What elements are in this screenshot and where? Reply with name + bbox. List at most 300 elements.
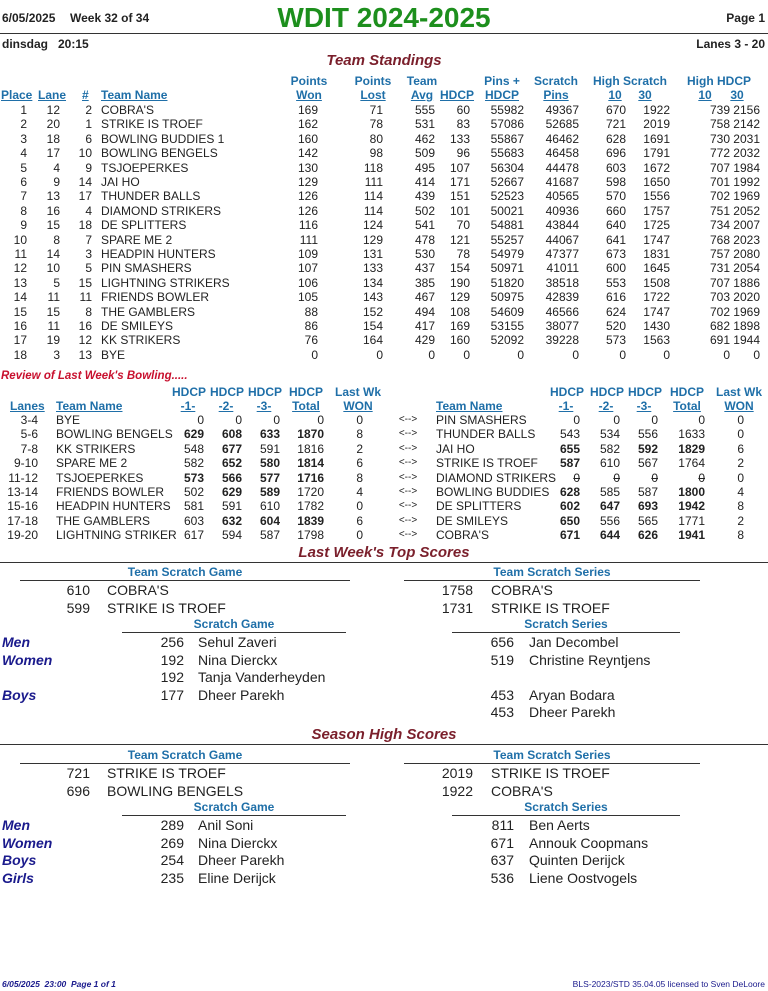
team-game-score: 696 (66, 782, 90, 799)
review-lanes: 15-16 (7, 499, 38, 514)
review-score-left: 632 (221, 513, 242, 528)
standings-cell: 50971 (490, 261, 524, 276)
category-label: Men (2, 817, 30, 833)
standings-cell: 494 (414, 304, 435, 319)
team-name: STRIKE IS TROEF (101, 117, 203, 132)
col-scratch-pins-1: Scratch (533, 74, 579, 88)
standings-cell: 757 (709, 247, 730, 261)
standings-cell: 133 (362, 261, 383, 276)
review-team-right: BOWLING BUDDIES (436, 485, 550, 499)
review-score-right: 2 (737, 513, 744, 528)
team-name: BOWLING BENGELS (101, 146, 218, 161)
review-col-total: Total (673, 399, 701, 413)
review-col-game: -3- (636, 399, 652, 413)
col-pins-hdcp-1: Pins + (484, 74, 520, 88)
review-col-hdcp: HDCP (288, 385, 323, 399)
standings-cell: 190 (449, 275, 470, 290)
standings-cell: 772 (709, 146, 730, 161)
standings-cell: 46566 (545, 304, 579, 319)
standings-cell: 54979 (490, 247, 524, 261)
standings-cell: 5 (20, 160, 27, 175)
standings-cell: 691 (709, 333, 730, 348)
review-score-left: 1816 (297, 441, 324, 456)
review-col-lanes: Lanes (10, 399, 45, 413)
review-team-right: DE SMILEYS (436, 513, 509, 528)
review-score-right: 0 (573, 413, 580, 427)
standings-cell: 118 (363, 160, 383, 175)
review-score-left: 629 (221, 485, 242, 499)
standings-cell: 624 (605, 304, 626, 319)
review-col-game: -2- (218, 399, 234, 413)
review-score-left: 608 (221, 427, 242, 442)
team-name: LIGHTNING STRIKERS (101, 275, 230, 290)
review-score-left: 591 (221, 499, 242, 514)
col-points-won-1: Points (290, 74, 328, 88)
standings-cell: 641 (605, 232, 626, 247)
standings-cell: 143 (362, 290, 383, 305)
review-team-left: SPARE ME 2 (56, 456, 128, 471)
team-series-score: 1758 (441, 582, 473, 598)
review-score-right: 650 (559, 513, 580, 528)
review-score-right: 0 (613, 470, 620, 485)
review-lanes: 7-8 (20, 441, 38, 456)
review-score-left: 566 (221, 470, 242, 485)
review-score-left: 548 (183, 441, 204, 456)
standings-cell: 15 (46, 218, 60, 233)
standings-cell: 5 (85, 261, 92, 276)
last-week-title: Last Week's Top Scores (298, 544, 470, 561)
standings-cell: 2019 (643, 117, 670, 132)
team-game-name: BOWLING BENGELS (107, 782, 244, 799)
standings-cell: 495 (414, 160, 435, 175)
col-high-scratch: High Scratch (592, 74, 667, 88)
review-score-right: 534 (599, 427, 620, 442)
series-score: 637 (490, 852, 514, 868)
review-team-left: BOWLING BENGELS (56, 427, 173, 442)
review-score-left: 1870 (297, 427, 324, 442)
review-team-left: FRIENDS BOWLER (56, 485, 165, 499)
review-team-left: BYE (56, 413, 81, 427)
standings-cell: 553 (605, 275, 626, 290)
standings-cell: 0 (619, 347, 626, 362)
standings-cell: 142 (297, 146, 318, 161)
review-team-right: PIN SMASHERS (436, 413, 527, 427)
review-team-left: TSJOEPERKES (56, 470, 144, 485)
standings-cell: 12 (13, 261, 27, 276)
standings-cell: 0 (428, 347, 435, 362)
standings-cell: 51820 (490, 275, 524, 290)
team-name: TSJOEPERKES (101, 160, 189, 175)
standings-cell: 164 (362, 333, 383, 348)
standings-cell: 2156 (733, 103, 760, 117)
standings-cell: 1645 (643, 261, 670, 276)
review-score-right: 4 (737, 485, 744, 499)
review-score-left: 1798 (297, 528, 324, 543)
standings-cell: 4 (85, 203, 92, 218)
standings-cell: 600 (605, 261, 626, 276)
standings-cell: 1747 (643, 304, 670, 319)
standings-cell: 86 (304, 319, 318, 333)
col-points-lost-1: Points (354, 74, 392, 88)
standings-cell: 171 (449, 175, 470, 189)
col-points-won-2: Won (296, 88, 322, 102)
standings-cell: 52092 (490, 333, 524, 348)
standings-cell: 47377 (545, 247, 579, 261)
review-team-left: LIGHTNING STRIKER (56, 528, 177, 543)
game-name: Tanja Vanderheyden (198, 669, 326, 685)
standings-cell: 12 (46, 103, 60, 117)
series-name: Annouk Coopmans (529, 834, 649, 851)
col-high-hdcp-10: 10 (698, 88, 712, 102)
season-title: Season High Scores (311, 726, 457, 743)
standings-cell: 1922 (643, 103, 670, 117)
standings-cell: 467 (414, 290, 435, 305)
series-score: 453 (490, 686, 514, 703)
team-scratch-series-label: Team Scratch Series (493, 565, 611, 579)
review-team-right: THUNDER BALLS (436, 427, 536, 442)
standings-cell: 1992 (733, 175, 760, 189)
standings-cell: 60 (456, 103, 470, 117)
standings-cell: 1 (85, 117, 92, 132)
standings-cell: 17 (78, 189, 92, 204)
review-lanes: 13-14 (7, 485, 38, 499)
standings-cell: 121 (449, 232, 470, 247)
standings-cell: 107 (297, 261, 318, 276)
standings-cell: 1650 (643, 175, 670, 189)
review-score-right: 567 (637, 456, 658, 471)
standings-cell: 39228 (545, 333, 579, 348)
standings-cell: 18 (78, 218, 92, 233)
standings-cell: 1691 (643, 131, 670, 146)
standings-cell: 10 (13, 232, 27, 247)
review-col-lastwk: Last Wk (715, 385, 762, 399)
review-score-left: 0 (356, 413, 363, 427)
standings-cell: 160 (449, 333, 470, 348)
game-name: Eline Derijck (198, 869, 276, 886)
team-game-name: STRIKE IS TROEF (107, 599, 226, 616)
standings-cell: 152 (362, 304, 383, 319)
category-label: Women (2, 651, 53, 668)
versus-arrow: <--> (398, 471, 418, 483)
standings-cell: 1969 (733, 189, 760, 204)
review-score-left: 633 (259, 427, 280, 442)
standings-cell: 1556 (643, 189, 670, 204)
review-score-right: 626 (637, 528, 658, 543)
standings-cell: 114 (363, 189, 383, 204)
review-col-hdcp: HDCP (172, 385, 207, 399)
divider (404, 763, 700, 764)
game-name: Nina Dierckx (198, 834, 278, 851)
team-scratch-game-label: Team Scratch Game (127, 565, 243, 579)
divider (122, 632, 346, 633)
col-lane: Lane (38, 88, 67, 102)
standings-cell: 751 (709, 203, 730, 218)
review-col-game: -1- (558, 399, 574, 413)
review-score-right: 693 (637, 499, 658, 514)
series-name: Quinten Derijck (529, 852, 625, 868)
divider (20, 580, 350, 581)
last-week-rule (0, 562, 768, 563)
standings-cell: 57086 (490, 117, 524, 132)
standings-cell: 721 (605, 117, 626, 132)
standings-cell: 13 (13, 275, 27, 290)
col-high-scratch-10: 10 (608, 88, 622, 102)
col-team-avg-2: Avg (410, 88, 434, 102)
season-rule (0, 744, 768, 745)
review-score-right: 0 (737, 413, 744, 427)
standings-cell: 3 (53, 347, 60, 362)
standings-cell: 731 (709, 261, 730, 276)
series-score: 519 (490, 651, 514, 668)
standings-cell: 1984 (733, 160, 760, 175)
review-team-right: DE SPLITTERS (436, 499, 522, 514)
review-score-left: 8 (356, 470, 363, 485)
standings-cell: 1508 (643, 275, 670, 290)
standings-cell: 41011 (546, 261, 579, 276)
review-score-left: 1716 (297, 470, 324, 485)
standings-cell: 40936 (545, 203, 579, 218)
standings-cell: 640 (605, 218, 626, 233)
standings-cell: 154 (449, 261, 470, 276)
standings-cell: 4 (20, 146, 27, 161)
review-col-game: -2- (598, 399, 614, 413)
standings-cell: 78 (369, 117, 383, 132)
review-col-game: -3- (256, 399, 272, 413)
review-score-left: 0 (356, 528, 363, 543)
review-score-left: 502 (183, 485, 204, 499)
standings-cell: 151 (449, 189, 470, 204)
team-series-name: COBRA'S (491, 582, 553, 598)
standings-cell: 129 (297, 175, 318, 189)
standings-cell: 2023 (733, 232, 760, 247)
footer-left: 6/05/2025 23:00 Page 1 of 1 (2, 979, 116, 989)
game-name: Dheer Parekh (198, 852, 285, 868)
game-score: 254 (160, 852, 184, 868)
review-score-left: 1782 (297, 499, 324, 514)
col-high-scratch-30: 30 (638, 88, 652, 102)
game-score: 192 (160, 651, 184, 668)
standings-cell: 2052 (733, 203, 760, 218)
standings-cell: 53155 (490, 319, 524, 333)
review-score-right: 0 (698, 470, 705, 485)
team-name: KK STRIKERS (101, 333, 181, 348)
standings-cell: 768 (709, 232, 730, 247)
standings-cell: 109 (297, 247, 318, 261)
standings-cell: 2031 (733, 131, 760, 146)
team-name: JAI HO (101, 175, 140, 189)
standings-cell: 1886 (733, 275, 760, 290)
standings-cell: 38518 (545, 275, 579, 290)
standings-cell: 8 (85, 304, 92, 319)
standings-cell: 16 (46, 203, 60, 218)
divider (452, 632, 680, 633)
versus-arrow: <--> (398, 428, 418, 440)
col-high-hdcp-30: 30 (730, 88, 744, 102)
col-place: Place (1, 88, 33, 102)
review-score-right: 647 (599, 499, 620, 514)
standings-cell: 38077 (545, 319, 579, 333)
review-score-right: 1633 (678, 427, 705, 442)
review-score-right: 0 (698, 413, 705, 427)
review-lanes: 3-4 (20, 413, 38, 427)
standings-cell: 46462 (545, 131, 579, 146)
standings-cell: 541 (414, 218, 435, 233)
review-lanes: 9-10 (13, 456, 38, 471)
standings-cell: 1831 (643, 247, 670, 261)
review-score-left: 581 (183, 499, 204, 514)
standings-cell: 570 (605, 189, 626, 204)
review-score-right: 8 (737, 528, 744, 543)
team-series-name: STRIKE IS TROEF (491, 599, 610, 616)
team-name: FRIENDS BOWLER (101, 290, 210, 305)
standings-cell: 509 (414, 146, 435, 161)
standings-cell: 55982 (490, 103, 524, 117)
game-score: 192 (160, 669, 184, 685)
standings-cell: 1757 (643, 203, 670, 218)
standings-cell: 1722 (643, 290, 670, 305)
standings-cell: 80 (369, 131, 383, 146)
team-name: SPARE ME 2 (101, 232, 173, 247)
game-name: Anil Soni (198, 817, 254, 833)
review-score-left: 580 (259, 456, 280, 471)
review-score-right: 585 (599, 485, 620, 499)
standings-cell: 16 (78, 319, 92, 333)
standings-cell: 134 (362, 275, 383, 290)
standings-cell: 9 (85, 160, 92, 175)
team-game-name: COBRA'S (107, 582, 169, 598)
standings-cell: 88 (304, 304, 318, 319)
review-score-left: 8 (356, 427, 363, 442)
col-num: # (82, 88, 89, 102)
review-score-right: 628 (559, 485, 580, 499)
standings-cell: 126 (297, 189, 318, 204)
standings-cell: 2 (85, 103, 92, 117)
standings-cell: 707 (709, 275, 730, 290)
standings-cell: 598 (605, 175, 626, 189)
review-score-left: 610 (259, 499, 280, 514)
standings-cell: 40565 (545, 189, 579, 204)
review-score-right: 1829 (678, 441, 705, 456)
review-score-right: 671 (559, 528, 580, 543)
standings-cell: 71 (369, 103, 383, 117)
col-team-name: Team Name (101, 88, 168, 102)
standings-cell: 17 (13, 333, 27, 348)
review-score-left: 589 (259, 485, 280, 499)
versus-arrow: <--> (398, 529, 418, 541)
review-score-right: 6 (737, 441, 744, 456)
standings-cell: 0 (463, 347, 470, 362)
scratch-series-label: Scratch Series (524, 617, 608, 631)
standings-cell: 8 (20, 203, 27, 218)
team-name: THUNDER BALLS (101, 189, 201, 204)
standings-cell: 43844 (545, 218, 579, 233)
standings-cell: 41687 (545, 175, 579, 189)
review-col-hdcp: HDCP (590, 385, 625, 399)
standings-cell: 169 (297, 103, 318, 117)
review-col-hdcp: HDCP (628, 385, 663, 399)
footer-right: BLS-2023/STD 35.04.05 licensed to Sven DeLoore (572, 979, 765, 989)
standings-cell: 3 (85, 247, 92, 261)
standings-cell: 17 (46, 146, 60, 161)
versus-arrow: <--> (398, 442, 418, 454)
review-score-left: 573 (183, 470, 204, 485)
review-score-left: 2 (356, 441, 363, 456)
team-series-score: 1922 (441, 782, 473, 799)
col-team-avg-1: Team (406, 74, 438, 88)
review-team-left: KK STRIKERS (56, 441, 136, 456)
series-score: 536 (490, 869, 514, 886)
review-score-right: 8 (737, 499, 744, 514)
team-name: THE GAMBLERS (101, 304, 196, 319)
team-game-score: 721 (66, 765, 90, 781)
standings-cell: 0 (572, 347, 579, 362)
game-score: 269 (160, 834, 184, 851)
standings-cell: 703 (709, 290, 730, 305)
review-score-right: 556 (599, 513, 620, 528)
standings-cell: 106 (297, 275, 318, 290)
review-score-right: 543 (559, 427, 580, 442)
col-scratch-pins-2: Pins (543, 88, 569, 102)
standings-cell: 70 (456, 218, 470, 233)
standings-cell: 2007 (733, 218, 760, 233)
review-lanes: 11-12 (8, 470, 38, 485)
standings-cell: 46458 (545, 146, 579, 161)
game-name: Dheer Parekh (198, 686, 285, 703)
scratch-series-label: Scratch Series (524, 800, 608, 814)
standings-cell: 55257 (490, 232, 524, 247)
review-score-left: 629 (183, 427, 204, 442)
review-score-right: 610 (599, 456, 620, 471)
standings-cell: 52685 (545, 117, 579, 132)
page-title: WDIT 2024-2025 (277, 2, 491, 33)
week-label: Week 32 of 34 (70, 11, 150, 25)
col-points-lost-2: Lost (360, 88, 386, 102)
versus-arrow: <--> (398, 500, 418, 512)
review-score-right: 602 (559, 499, 580, 514)
team-name: HEADPIN HUNTERS (101, 247, 216, 261)
team-series-score: 1731 (441, 599, 473, 616)
standings-cell: 628 (605, 131, 626, 146)
standings-cell: 55683 (490, 146, 524, 161)
versus-arrow: <--> (398, 414, 418, 425)
review-score-left: 617 (183, 528, 204, 543)
standings-cell: 18 (13, 347, 27, 362)
standings-cell: 162 (297, 117, 318, 132)
review-col-hdcp: HDCP (550, 385, 585, 399)
category-label: Men (2, 634, 30, 650)
standings-cell: 739 (709, 103, 730, 117)
standings-cell: 1430 (643, 319, 670, 333)
standings-cell: 478 (414, 232, 435, 247)
team-game-name: STRIKE IS TROEF (107, 765, 226, 781)
standings-cell: 78 (456, 247, 470, 261)
standings-cell: 1 (20, 103, 27, 117)
standings-cell: 701 (709, 175, 730, 189)
review-score-left: 0 (197, 413, 204, 427)
divider (20, 763, 350, 764)
team-scratch-series-label: Team Scratch Series (493, 748, 611, 762)
standings-cell: 5 (53, 275, 60, 290)
standings-cell: 4 (53, 160, 60, 175)
standings-cell: 44067 (545, 232, 579, 247)
standings-cell: 10 (46, 261, 60, 276)
review-score-left: 604 (259, 513, 280, 528)
standings-cell: 50975 (490, 290, 524, 305)
standings-cell: 56304 (490, 160, 524, 175)
review-col-hdcp: HDCP (669, 385, 704, 399)
standings-cell: 52667 (490, 175, 524, 189)
standings-cell: 42839 (545, 290, 579, 305)
